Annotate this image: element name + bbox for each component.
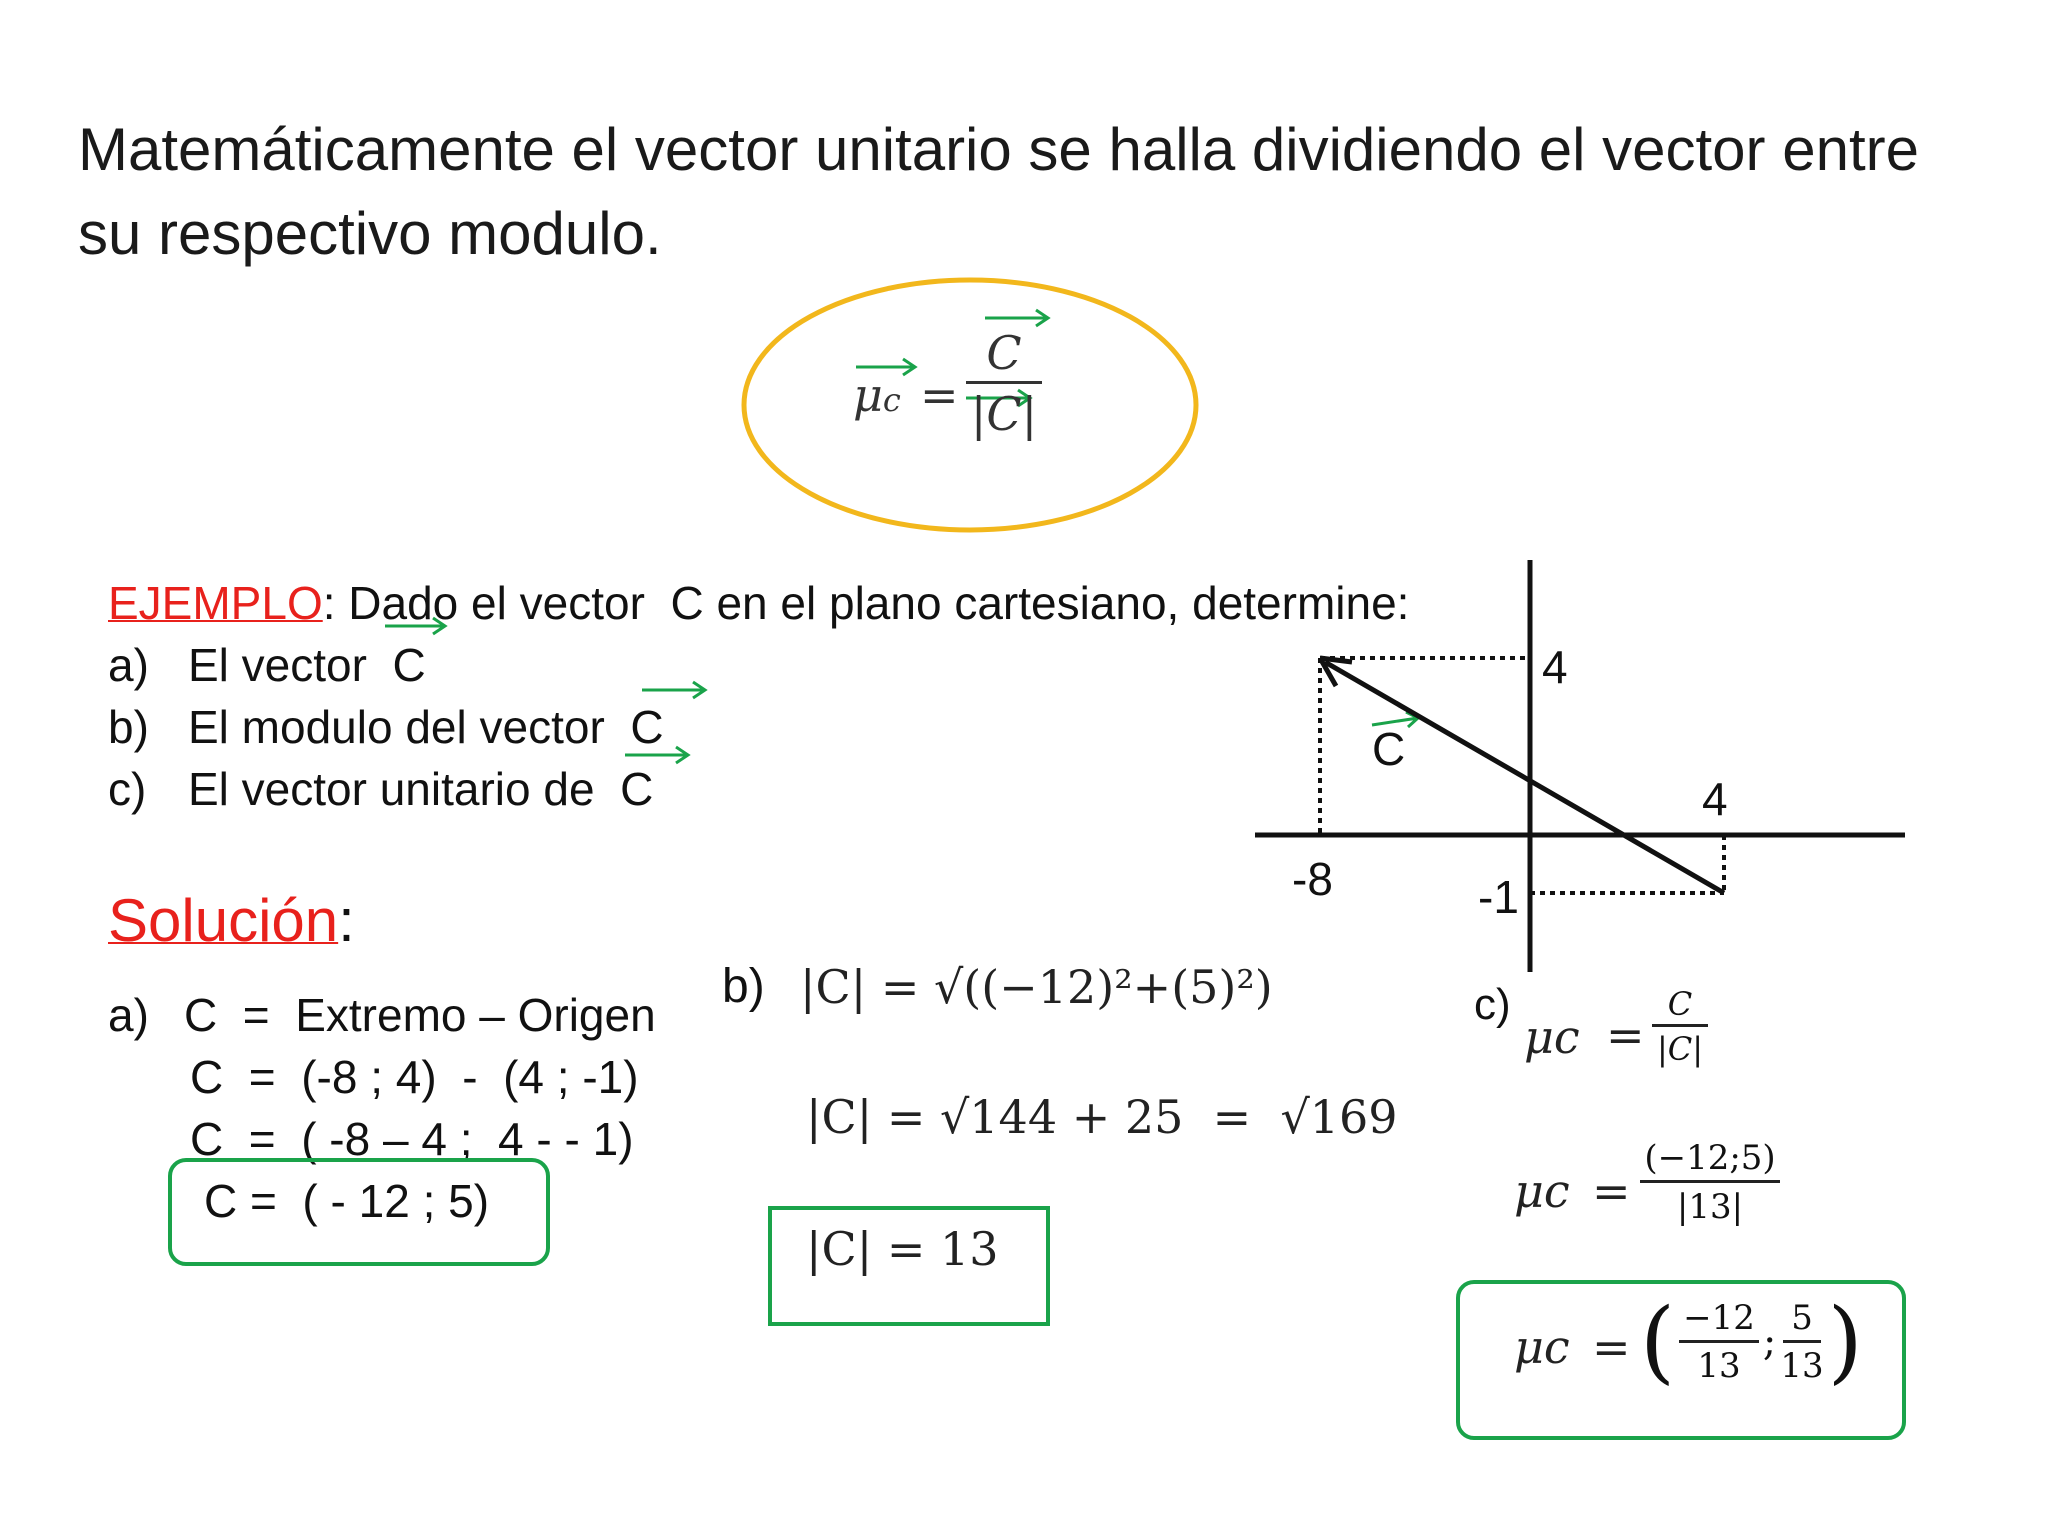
solution-b-result: |C| = 13 [806,1222,999,1276]
graph-label-4-right: 4 [1702,773,1728,825]
fraction-denominator: 13 [1780,1345,1824,1386]
fraction-denominator: |C| [1656,1030,1704,1068]
vector-arrows [385,310,1418,763]
solution-b-line1: |C| = √((−12)²+(5)²) [800,960,1273,1014]
formula-lhs: μc [853,368,901,422]
graph-label-4-top: 4 [1542,641,1568,693]
solution-c1-lhs: μc [1524,1010,1580,1064]
vector-c-line [1325,662,1724,893]
graph-label-c: C [1372,723,1406,775]
fraction-numerator: 5 [1783,1296,1821,1343]
solution-c3-lhs: μc [1514,1320,1570,1374]
graph-label-neg1: -1 [1478,871,1519,923]
solution-label: Solución [108,887,339,954]
item-text: El modulo del vector C [188,701,664,753]
solution-c1-eq: = [1606,1008,1645,1062]
graph-label-neg8: -8 [1292,853,1333,905]
fraction-2 [1780,1296,1823,1389]
left-paren: ( [1640,1289,1676,1394]
solution-c3-eq: = [1592,1320,1631,1374]
solution-c2-eq: = [1592,1164,1631,1218]
formula-numerator: C [966,325,1042,384]
solution-c2-lhs: μc [1514,1164,1570,1218]
fraction-numerator: C [1652,984,1708,1027]
solution-a-line1: C = Extremo – Origen [184,989,656,1041]
solution-c-letter: c) [1474,980,1511,1029]
fraction-numerator: −12 [1679,1296,1759,1343]
solution-b-line2: |C| = √144 + 25 = √169 [806,1090,1398,1144]
fraction-denominator: 13 [1697,1345,1741,1386]
example-item-b [108,700,664,754]
example-item-c [108,762,654,816]
solution-c3-vector [1640,1289,1863,1394]
solution-c1-fraction [1652,984,1708,1071]
solution-a-line3: C = ( -8 – 4 ; 4 - - 1) [190,1113,634,1165]
page-title: Matemáticamente el vector unitario se halla dividiendo el vector entre su respectivo modulo. [78,116,1919,267]
item-text: El vector C [188,639,426,691]
solution-colon: : [338,887,355,954]
formula-equals: = [920,368,959,422]
solution-b-letter: b) [722,960,765,1013]
item-text: El vector unitario de C [188,763,654,815]
fraction-denominator: |13| [1676,1187,1744,1227]
example-heading [108,576,1409,630]
solution-a-line2: C = (-8 ; 4) - (4 ; -1) [190,1051,639,1103]
example-label: EJEMPLO [108,577,323,629]
separator: ; [1762,1319,1777,1365]
example-text: : Dado el vector C en el plano cartesiano, determine: [322,577,1410,629]
item-letter: a) [108,639,149,691]
solution-heading [108,886,355,956]
fraction-numerator: (−12;5) [1640,1136,1780,1183]
solution-a-result: C = ( - 12 ; 5) [204,1175,490,1227]
item-letter: b) [108,701,149,753]
solution-c2-fraction [1640,1136,1780,1231]
solution-a-letter: a) [108,989,149,1041]
right-paren: ) [1827,1289,1863,1394]
formula-denominator: |C| [970,387,1038,441]
item-letter: c) [108,763,147,815]
formula-fraction [966,325,1042,444]
fraction-1 [1679,1296,1759,1389]
example-item-a [108,638,426,692]
